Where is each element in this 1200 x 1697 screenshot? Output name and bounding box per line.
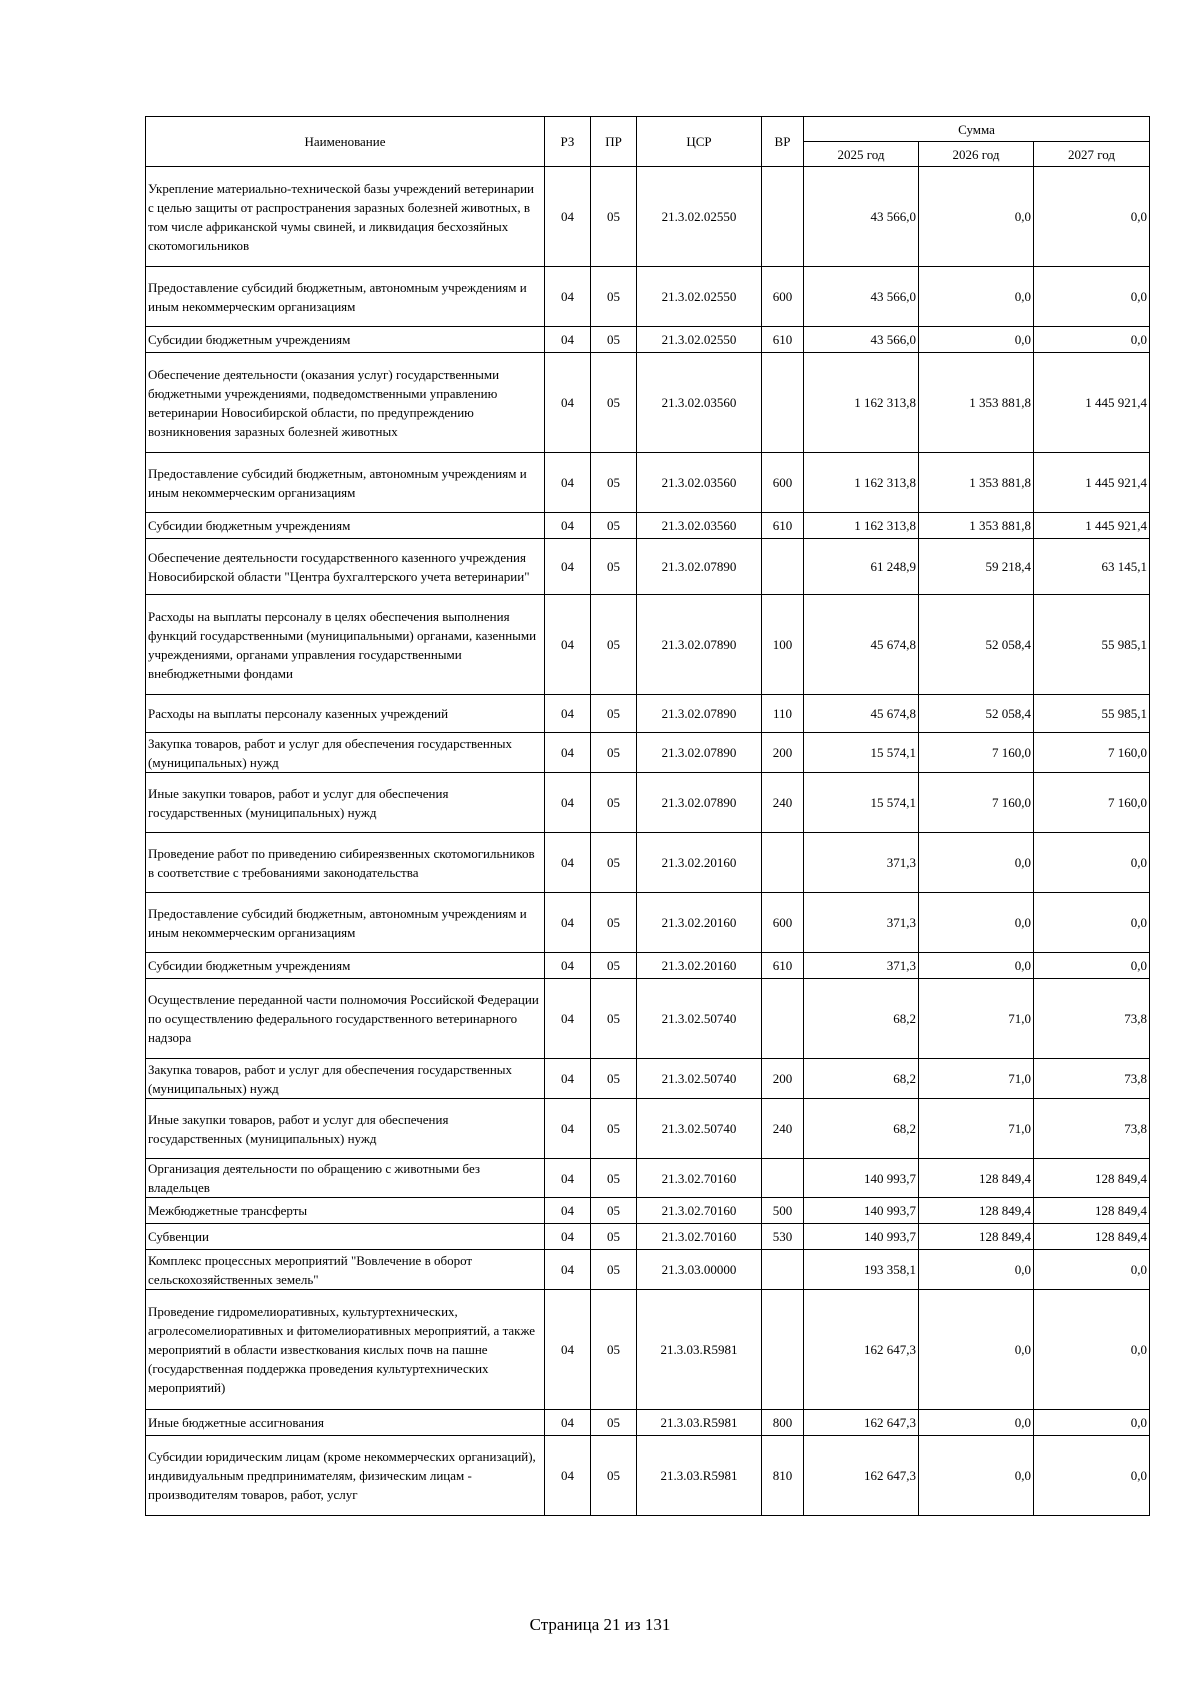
row-sum-2026: 0,0 xyxy=(919,1290,1034,1410)
row-sum-2027: 0,0 xyxy=(1034,267,1150,327)
row-sum-2025: 1 162 313,8 xyxy=(804,513,919,539)
row-pr: 05 xyxy=(591,1159,637,1198)
table-row xyxy=(146,1290,1150,1410)
row-vr: 610 xyxy=(762,327,804,353)
row-rz: 04 xyxy=(545,893,591,953)
row-sum-2026: 52 058,4 xyxy=(919,695,1034,733)
row-sum-2027: 0,0 xyxy=(1034,167,1150,267)
row-vr: 240 xyxy=(762,773,804,833)
row-sum-2027: 73,8 xyxy=(1034,1059,1150,1099)
row-rz: 04 xyxy=(545,513,591,539)
row-pr: 05 xyxy=(591,167,637,267)
row-rz: 04 xyxy=(545,539,591,595)
row-sum-2026: 0,0 xyxy=(919,833,1034,893)
row-rz: 04 xyxy=(545,1099,591,1159)
row-name: Предоставление субсидий бюджетным, автономным учреждениям и иным некоммерческим организациям xyxy=(146,267,545,327)
row-sum-2025: 68,2 xyxy=(804,1099,919,1159)
row-vr xyxy=(762,167,804,267)
table-row xyxy=(146,1198,1150,1224)
row-sum-2025: 45 674,8 xyxy=(804,595,919,695)
row-sum-2025: 1 162 313,8 xyxy=(804,353,919,453)
table-row xyxy=(146,513,1150,539)
row-sum-2025: 140 993,7 xyxy=(804,1198,919,1224)
row-name: Субсидии бюджетным учреждениям xyxy=(146,327,545,353)
row-csr: 21.3.03.R5981 xyxy=(637,1290,762,1410)
row-sum-2026: 1 353 881,8 xyxy=(919,453,1034,513)
row-pr: 05 xyxy=(591,513,637,539)
table-row xyxy=(146,267,1150,327)
row-sum-2027: 1 445 921,4 xyxy=(1034,453,1150,513)
row-sum-2025: 371,3 xyxy=(804,893,919,953)
row-vr: 600 xyxy=(762,267,804,327)
row-pr: 05 xyxy=(591,453,637,513)
row-pr: 05 xyxy=(591,1198,637,1224)
row-csr: 21.3.02.50740 xyxy=(637,1099,762,1159)
row-rz: 04 xyxy=(545,833,591,893)
row-sum-2027: 0,0 xyxy=(1034,1410,1150,1436)
row-vr: 600 xyxy=(762,893,804,953)
table-row xyxy=(146,1099,1150,1159)
row-name: Расходы на выплаты персоналу казенных учреждений xyxy=(146,695,545,733)
row-rz: 04 xyxy=(545,1224,591,1250)
header-sum: Сумма xyxy=(804,117,1150,142)
row-sum-2026: 0,0 xyxy=(919,1436,1034,1516)
row-pr: 05 xyxy=(591,1410,637,1436)
row-pr: 05 xyxy=(591,733,637,773)
row-vr xyxy=(762,539,804,595)
row-csr: 21.3.02.07890 xyxy=(637,595,762,695)
row-sum-2027: 73,8 xyxy=(1034,979,1150,1059)
row-vr: 110 xyxy=(762,695,804,733)
row-rz: 04 xyxy=(545,1159,591,1198)
table-row xyxy=(146,695,1150,733)
row-csr: 21.3.02.03560 xyxy=(637,353,762,453)
row-vr: 600 xyxy=(762,453,804,513)
row-sum-2026: 128 849,4 xyxy=(919,1159,1034,1198)
row-sum-2025: 15 574,1 xyxy=(804,773,919,833)
header-rz: РЗ xyxy=(545,117,591,167)
row-csr: 21.3.02.20160 xyxy=(637,833,762,893)
row-name: Иные закупки товаров, работ и услуг для обеспечения государственных (муниципальных) нужд xyxy=(146,773,545,833)
row-rz: 04 xyxy=(545,1198,591,1224)
row-name: Организация деятельности по обращению с животными без владельцев xyxy=(146,1159,545,1198)
row-csr: 21.3.02.03560 xyxy=(637,513,762,539)
table-row xyxy=(146,1410,1150,1436)
row-sum-2026: 0,0 xyxy=(919,893,1034,953)
row-sum-2026: 52 058,4 xyxy=(919,595,1034,695)
row-csr: 21.3.02.03560 xyxy=(637,453,762,513)
row-vr xyxy=(762,1159,804,1198)
row-pr: 05 xyxy=(591,953,637,979)
row-pr: 05 xyxy=(591,327,637,353)
row-rz: 04 xyxy=(545,167,591,267)
row-csr: 21.3.02.02550 xyxy=(637,327,762,353)
row-vr xyxy=(762,1250,804,1290)
row-pr: 05 xyxy=(591,893,637,953)
row-name: Закупка товаров, работ и услуг для обеспечения государственных (муниципальных) нужд xyxy=(146,1059,545,1099)
row-sum-2026: 0,0 xyxy=(919,1410,1034,1436)
row-csr: 21.3.03.R5981 xyxy=(637,1436,762,1516)
table-row xyxy=(146,1436,1150,1516)
row-pr: 05 xyxy=(591,979,637,1059)
row-sum-2027: 1 445 921,4 xyxy=(1034,513,1150,539)
row-pr: 05 xyxy=(591,1290,637,1410)
row-name: Межбюджетные трансферты xyxy=(146,1198,545,1224)
row-rz: 04 xyxy=(545,1250,591,1290)
row-csr: 21.3.02.50740 xyxy=(637,1059,762,1099)
row-pr: 05 xyxy=(591,1059,637,1099)
row-sum-2025: 43 566,0 xyxy=(804,327,919,353)
row-rz: 04 xyxy=(545,595,591,695)
row-sum-2026: 7 160,0 xyxy=(919,773,1034,833)
row-sum-2027: 7 160,0 xyxy=(1034,773,1150,833)
table-row xyxy=(146,953,1150,979)
row-pr: 05 xyxy=(591,773,637,833)
row-sum-2027: 1 445 921,4 xyxy=(1034,353,1150,453)
table-row xyxy=(146,979,1150,1059)
row-rz: 04 xyxy=(545,733,591,773)
row-name: Расходы на выплаты персоналу в целях обеспечения выполнения функций государственными (муниципальными) органами, казенными учреждениями, органами управления государственными внебюджетными фондами xyxy=(146,595,545,695)
row-sum-2026: 128 849,4 xyxy=(919,1198,1034,1224)
table-row xyxy=(146,833,1150,893)
row-sum-2025: 45 674,8 xyxy=(804,695,919,733)
row-vr: 240 xyxy=(762,1099,804,1159)
row-csr: 21.3.02.20160 xyxy=(637,953,762,979)
row-csr: 21.3.02.07890 xyxy=(637,695,762,733)
row-sum-2026: 59 218,4 xyxy=(919,539,1034,595)
table-row xyxy=(146,353,1150,453)
row-csr: 21.3.03.00000 xyxy=(637,1250,762,1290)
row-rz: 04 xyxy=(545,1436,591,1516)
row-vr xyxy=(762,979,804,1059)
row-rz: 04 xyxy=(545,267,591,327)
row-name: Предоставление субсидий бюджетным, автономным учреждениям и иным некоммерческим организациям xyxy=(146,893,545,953)
row-rz: 04 xyxy=(545,1059,591,1099)
row-name: Закупка товаров, работ и услуг для обеспечения государственных (муниципальных) нужд xyxy=(146,733,545,773)
table-row xyxy=(146,327,1150,353)
row-rz: 04 xyxy=(545,453,591,513)
row-pr: 05 xyxy=(591,1436,637,1516)
row-rz: 04 xyxy=(545,773,591,833)
row-name: Осуществление переданной части полномочия Российской Федерации по осуществлению федерального государственного ветеринарного надзора xyxy=(146,979,545,1059)
row-vr: 810 xyxy=(762,1436,804,1516)
budget-table xyxy=(145,116,1150,1516)
row-sum-2027: 0,0 xyxy=(1034,833,1150,893)
row-vr xyxy=(762,353,804,453)
row-sum-2025: 193 358,1 xyxy=(804,1250,919,1290)
row-rz: 04 xyxy=(545,1290,591,1410)
row-sum-2026: 71,0 xyxy=(919,979,1034,1059)
row-sum-2027: 7 160,0 xyxy=(1034,733,1150,773)
row-pr: 05 xyxy=(591,1099,637,1159)
row-csr: 21.3.02.07890 xyxy=(637,539,762,595)
row-sum-2025: 162 647,3 xyxy=(804,1410,919,1436)
row-pr: 05 xyxy=(591,1250,637,1290)
table-row xyxy=(146,453,1150,513)
row-name: Предоставление субсидий бюджетным, автономным учреждениям и иным некоммерческим организациям xyxy=(146,453,545,513)
row-vr: 200 xyxy=(762,1059,804,1099)
row-rz: 04 xyxy=(545,979,591,1059)
row-vr: 610 xyxy=(762,953,804,979)
row-name: Проведение работ по приведению сибиреязвенных скотомогильников в соответствие с требованиями законодательства xyxy=(146,833,545,893)
row-sum-2025: 140 993,7 xyxy=(804,1159,919,1198)
table-row xyxy=(146,893,1150,953)
table-header-row xyxy=(146,117,1150,142)
header-year-2025: 2025 год xyxy=(804,142,919,167)
row-name: Укрепление материально-технической базы учреждений ветеринарии с целью защиты от распространения заразных болезней животных, в том числе африканской чумы свиней, и ликвидация бесхозяйных скотомогильников xyxy=(146,167,545,267)
row-name: Субсидии бюджетным учреждениям xyxy=(146,513,545,539)
row-sum-2027: 0,0 xyxy=(1034,1250,1150,1290)
row-rz: 04 xyxy=(545,953,591,979)
row-rz: 04 xyxy=(545,695,591,733)
row-sum-2027: 55 985,1 xyxy=(1034,695,1150,733)
header-year-2027: 2027 год xyxy=(1034,142,1150,167)
row-sum-2027: 128 849,4 xyxy=(1034,1224,1150,1250)
row-sum-2027: 0,0 xyxy=(1034,327,1150,353)
header-vr: ВР xyxy=(762,117,804,167)
row-sum-2026: 71,0 xyxy=(919,1059,1034,1099)
header-name: Наименование xyxy=(146,117,545,167)
row-csr: 21.3.02.70160 xyxy=(637,1224,762,1250)
row-sum-2025: 68,2 xyxy=(804,1059,919,1099)
row-sum-2026: 0,0 xyxy=(919,953,1034,979)
row-name: Обеспечение деятельности государственного казенного учреждения Новосибирской области "Центра бухгалтерского учета ветеринарии" xyxy=(146,539,545,595)
header-year-2026: 2026 год xyxy=(919,142,1034,167)
row-sum-2027: 0,0 xyxy=(1034,953,1150,979)
row-sum-2027: 63 145,1 xyxy=(1034,539,1150,595)
row-csr: 21.3.02.50740 xyxy=(637,979,762,1059)
row-vr: 200 xyxy=(762,733,804,773)
row-name: Иные закупки товаров, работ и услуг для обеспечения государственных (муниципальных) нужд xyxy=(146,1099,545,1159)
row-sum-2027: 0,0 xyxy=(1034,1436,1150,1516)
row-pr: 05 xyxy=(591,595,637,695)
row-vr xyxy=(762,1290,804,1410)
row-sum-2025: 162 647,3 xyxy=(804,1436,919,1516)
row-sum-2026: 71,0 xyxy=(919,1099,1034,1159)
row-sum-2027: 73,8 xyxy=(1034,1099,1150,1159)
row-sum-2025: 15 574,1 xyxy=(804,733,919,773)
table-row xyxy=(146,1250,1150,1290)
row-pr: 05 xyxy=(591,539,637,595)
row-sum-2025: 1 162 313,8 xyxy=(804,453,919,513)
row-name: Субсидии юридическим лицам (кроме некоммерческих организаций), индивидуальным предпринимателям, физическим лицам - производителям товаров, работ, услуг xyxy=(146,1436,545,1516)
row-sum-2026: 128 849,4 xyxy=(919,1224,1034,1250)
row-sum-2027: 0,0 xyxy=(1034,1290,1150,1410)
row-name: Субвенции xyxy=(146,1224,545,1250)
table-row xyxy=(146,773,1150,833)
table-row xyxy=(146,167,1150,267)
row-sum-2025: 371,3 xyxy=(804,953,919,979)
row-pr: 05 xyxy=(591,695,637,733)
row-vr: 610 xyxy=(762,513,804,539)
row-pr: 05 xyxy=(591,353,637,453)
row-sum-2026: 0,0 xyxy=(919,267,1034,327)
row-csr: 21.3.02.20160 xyxy=(637,893,762,953)
row-sum-2025: 162 647,3 xyxy=(804,1290,919,1410)
table-row xyxy=(146,733,1150,773)
table-row xyxy=(146,1159,1150,1198)
row-sum-2026: 1 353 881,8 xyxy=(919,353,1034,453)
header-pr: ПР xyxy=(591,117,637,167)
row-sum-2026: 0,0 xyxy=(919,1250,1034,1290)
row-name: Иные бюджетные ассигнования xyxy=(146,1410,545,1436)
row-sum-2026: 7 160,0 xyxy=(919,733,1034,773)
row-vr: 100 xyxy=(762,595,804,695)
row-sum-2026: 1 353 881,8 xyxy=(919,513,1034,539)
row-sum-2025: 140 993,7 xyxy=(804,1224,919,1250)
row-pr: 05 xyxy=(591,833,637,893)
row-name: Комплекс процессных мероприятий "Вовлечение в оборот сельскохозяйственных земель" xyxy=(146,1250,545,1290)
row-sum-2025: 43 566,0 xyxy=(804,267,919,327)
row-name: Проведение гидромелиоративных, культуртехнических, агролесомелиоративных и фитомелиоративных мероприятий, а также мероприятий в области известкования кислых почв на пашне (государственная поддержка проведения культуртехнических мероприятий) xyxy=(146,1290,545,1410)
row-csr: 21.3.02.07890 xyxy=(637,733,762,773)
row-csr: 21.3.02.07890 xyxy=(637,773,762,833)
row-vr: 530 xyxy=(762,1224,804,1250)
row-sum-2025: 61 248,9 xyxy=(804,539,919,595)
row-sum-2027: 55 985,1 xyxy=(1034,595,1150,695)
row-pr: 05 xyxy=(591,267,637,327)
row-sum-2025: 68,2 xyxy=(804,979,919,1059)
row-csr: 21.3.02.70160 xyxy=(637,1198,762,1224)
row-sum-2026: 0,0 xyxy=(919,327,1034,353)
row-sum-2025: 43 566,0 xyxy=(804,167,919,267)
row-vr xyxy=(762,833,804,893)
row-vr: 800 xyxy=(762,1410,804,1436)
row-sum-2027: 128 849,4 xyxy=(1034,1198,1150,1224)
row-rz: 04 xyxy=(545,1410,591,1436)
header-csr: ЦСР xyxy=(637,117,762,167)
row-csr: 21.3.02.02550 xyxy=(637,167,762,267)
table-row xyxy=(146,1224,1150,1250)
row-vr: 500 xyxy=(762,1198,804,1224)
table-row xyxy=(146,595,1150,695)
page-number: Страница 21 из 131 xyxy=(529,1615,671,1634)
row-name: Субсидии бюджетным учреждениям xyxy=(146,953,545,979)
row-name: Обеспечение деятельности (оказания услуг) государственными бюджетными учреждениями, подведомственными управлению ветеринарии Новосибирской области, по предупреждению возникновения заразных болезней животных xyxy=(146,353,545,453)
row-rz: 04 xyxy=(545,353,591,453)
row-csr: 21.3.03.R5981 xyxy=(637,1410,762,1436)
row-csr: 21.3.02.70160 xyxy=(637,1159,762,1198)
row-sum-2027: 128 849,4 xyxy=(1034,1159,1150,1198)
row-pr: 05 xyxy=(591,1224,637,1250)
row-rz: 04 xyxy=(545,327,591,353)
row-sum-2027: 0,0 xyxy=(1034,893,1150,953)
table-row xyxy=(146,539,1150,595)
row-sum-2026: 0,0 xyxy=(919,167,1034,267)
row-sum-2025: 371,3 xyxy=(804,833,919,893)
row-csr: 21.3.02.02550 xyxy=(637,267,762,327)
table-row xyxy=(146,1059,1150,1099)
